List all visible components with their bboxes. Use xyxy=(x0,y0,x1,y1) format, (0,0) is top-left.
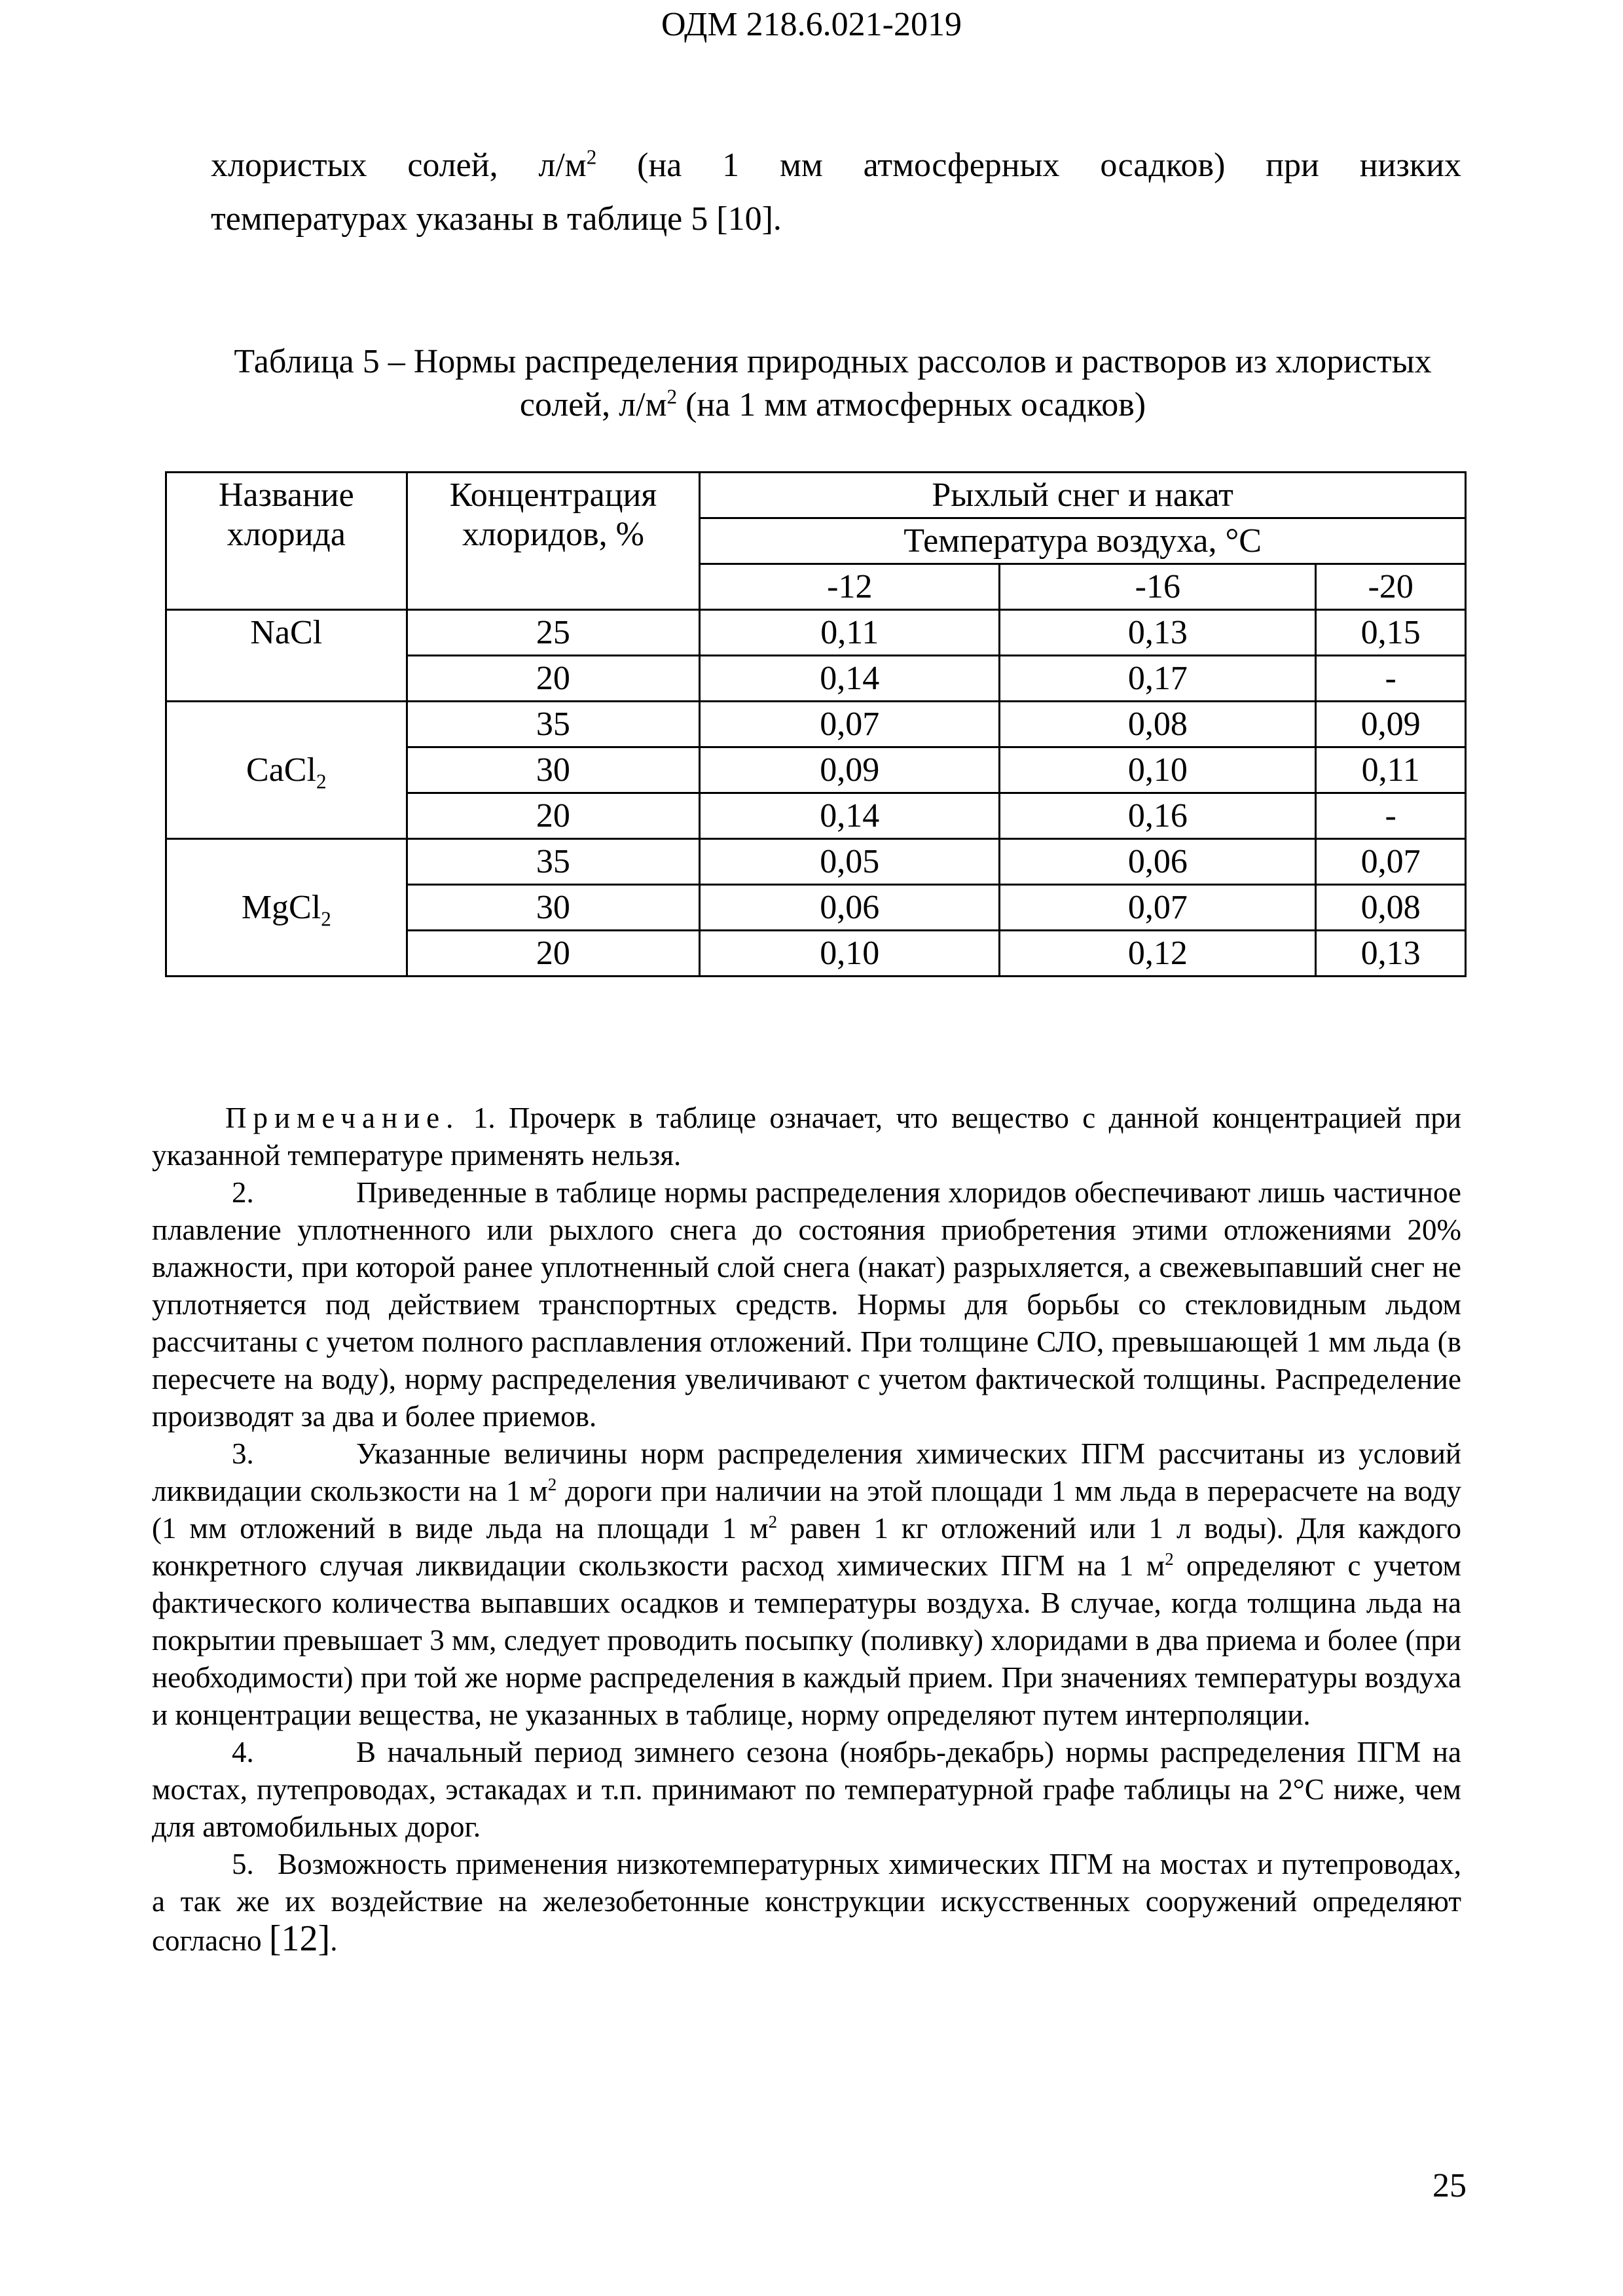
value-cell: 0,09 xyxy=(1316,702,1466,747)
header-air-temperature: Температура воздуха, °С xyxy=(700,518,1466,564)
table-row xyxy=(166,702,1466,747)
concentration-cell: 35 xyxy=(407,839,700,885)
value-cell: 0,12 xyxy=(1000,931,1316,977)
note-4: 4. В начальный период зимнего сезона (ноябрь-декабрь) нормы распределения ПГМ на мостах, путепроводах, эстакадах и т.п. принимают по температурной графе таблицы на 2°С ниже, чем для автомобильных дорог. xyxy=(152,1736,1461,1843)
chloride-name-cell: CaCl$_2$ xyxy=(166,702,407,839)
chloride-name-cell: MgCl$_2$ xyxy=(166,839,407,977)
chloride-name-cell: NaCl xyxy=(166,610,407,702)
page-number: 25 xyxy=(1432,2167,1467,2204)
notes-section xyxy=(152,1100,1461,1960)
concentration-cell: 20 xyxy=(407,656,700,702)
value-cell: 0,13 xyxy=(1316,931,1466,977)
value-cell: 0,08 xyxy=(1316,885,1466,931)
value-cell: - xyxy=(1316,793,1466,839)
note-5: 5. Возможность применения низкотемпературных химических ПГМ на мостах и путепроводах, а так же их воздействие на железобетонные конструкции искусственных сооружений определяют согласно [12]. xyxy=(152,1848,1461,1959)
concentration-cell: 20 xyxy=(407,793,700,839)
value-cell: 0,06 xyxy=(700,885,1000,931)
value-cell: 0,15 xyxy=(1316,610,1466,656)
header-snow-group: Рыхлый снег и накат xyxy=(700,473,1466,518)
note-1: Примечание. 1. Прочерк в таблице означает, что вещество с данной концентрацией при указанной температуре применять нельзя. xyxy=(152,1102,1462,1172)
note-3: 3. Указанные величины норм распределения химических ПГМ рассчитаны из условий ликвидации скользкости на 1 $м^2$ дороги при наличии на этой площади 1 мм льда в перерасчете на воду (1 мм отложений в виде льда на площади 1 $м^2$ равен 1 кг отложений или 1 л воды). Для каждого конкретного случая ликвидации скользкости расход химических ПГМ на 1 $м^2$ определяют с учетом фактического количества выпавших осадков и температуры воздуха. В случае, когда толщина льда на покрытии превышает 3 мм, следует проводить посыпку (поливку) хлоридами в два приема и более (при необходимости) при той же норме распределения в каждый прием. При значениях температуры воздуха и концентрации вещества, не указанных в таблице, норму определяют путем интерполяции. xyxy=(152,1437,1461,1731)
concentration-cell: 25 xyxy=(407,610,700,656)
value-cell: 0,11 xyxy=(1316,747,1466,793)
table-header-row xyxy=(166,473,1466,518)
value-cell: 0,10 xyxy=(700,931,1000,977)
intro-line-2: температурах указаны в таблице 5 [10]. xyxy=(211,200,782,238)
header-chloride-name: Название хлорида xyxy=(166,473,407,610)
value-cell: 0,16 xyxy=(1000,793,1316,839)
value-cell: 0,06 xyxy=(1000,839,1316,885)
value-cell: 0,07 xyxy=(1316,839,1466,885)
table-caption-line-1: Таблица 5 – Нормы распределения природных рассолов и растворов из хлористых xyxy=(234,343,1432,380)
header-temp: -12 xyxy=(700,564,1000,610)
concentration-cell: 20 xyxy=(407,931,700,977)
value-cell: 0,14 xyxy=(700,793,1000,839)
concentration-cell: 35 xyxy=(407,702,700,747)
value-cell: 0,07 xyxy=(700,702,1000,747)
table-caption-line-2: солей, $л/м^2$ (на 1 мм атмосферных осадков) xyxy=(519,385,1146,423)
value-cell: 0,14 xyxy=(700,656,1000,702)
value-cell: 0,17 xyxy=(1000,656,1316,702)
table-caption xyxy=(145,340,1520,427)
table-row xyxy=(166,839,1466,885)
intro-line-1: хлористых солей, $л/м^2$ (на 1 мм атмосферных осадков) при низких xyxy=(211,145,1461,184)
header-temp: -20 xyxy=(1316,564,1466,610)
value-cell: 0,11 xyxy=(700,610,1000,656)
value-cell: 0,08 xyxy=(1000,702,1316,747)
value-cell: 0,09 xyxy=(700,747,1000,793)
document-code-header: ОДМ 218.6.021-2019 xyxy=(661,6,962,43)
header-concentration: Концентрация хлоридов, % xyxy=(407,473,700,610)
norms-table xyxy=(165,471,1467,977)
note-label: Примечание. xyxy=(225,1102,460,1134)
table-row xyxy=(166,610,1466,656)
value-cell: 0,07 xyxy=(1000,885,1316,931)
concentration-cell: 30 xyxy=(407,747,700,793)
reference-link: [12] xyxy=(268,1918,331,1959)
note-2: 2. Приведенные в таблице нормы распределения хлоридов обеспечивают лишь частичное плавление уплотненного или рыхлого снега до состояния приобретения этими отложениями 20% влажности, при которой ранее уплотненный слой снега (накат) разрыхляется, а свежевыпавший снег не уплотняется под действием транспортных средств. Нормы для борьбы со стекловидным льдом рассчитаны с учетом полного расплавления отложений. При толщине СЛО, превышающей 1 мм льда (в пересчете на воду), норму распределения увеличивают с учетом фактической толщины. Распределение производят за два и более приемов. xyxy=(152,1176,1461,1433)
header-temp: -16 xyxy=(1000,564,1316,610)
value-cell: - xyxy=(1316,656,1466,702)
value-cell: 0,05 xyxy=(700,839,1000,885)
intro-paragraph xyxy=(211,139,1461,246)
value-cell: 0,10 xyxy=(1000,747,1316,793)
value-cell: 0,13 xyxy=(1000,610,1316,656)
concentration-cell: 30 xyxy=(407,885,700,931)
